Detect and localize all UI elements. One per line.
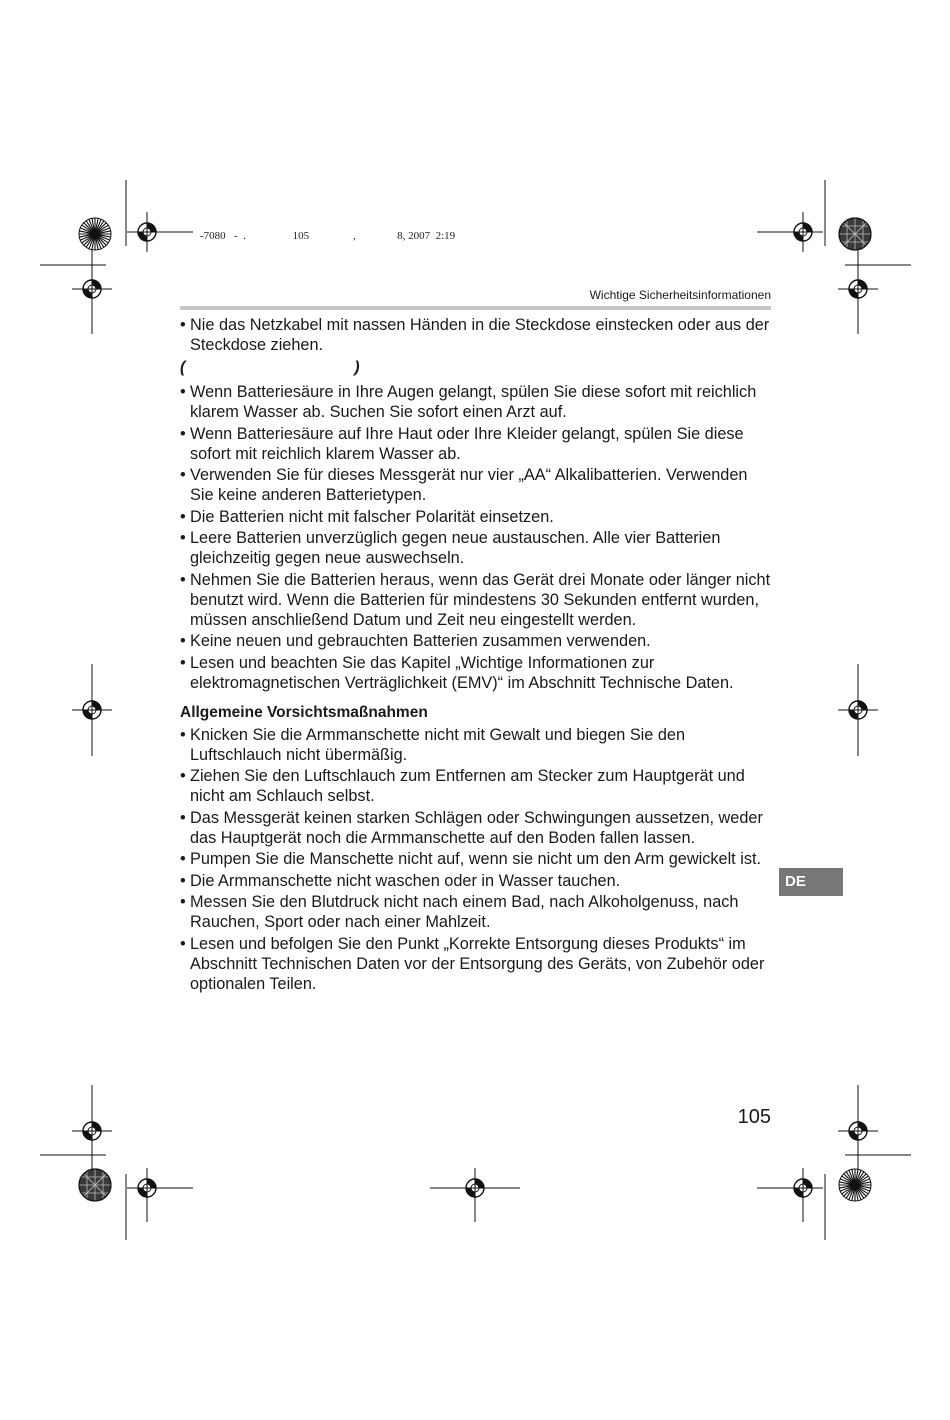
list-item: • Die Batterien nicht mit falscher Polarität einsetzen. (180, 507, 771, 527)
header-rule (180, 306, 771, 310)
list-item: • Keine neuen und gebrauchten Batterien zusammen verwenden. (180, 631, 771, 651)
list-item: • Nehmen Sie die Batterien heraus, wenn das Gerät drei Monate oder länger nicht benutzt wird. Wenn die Batterien für mindestens 30 Sekunden entfernt wurden, müssen anschließend Datum und Zeit neu eingestellt werden. (180, 570, 771, 630)
list-item: • Pumpen Sie die Manschette nicht auf, wenn sie nicht um den Arm gewickelt ist. (180, 849, 771, 869)
list-item: • Knicken Sie die Armmanschette nicht mit Gewalt und biegen Sie den Luftschlauch nicht übermäßig. (180, 725, 771, 765)
section-header: Wichtige Sicherheitsinformationen (589, 288, 771, 302)
list-item: • Messen Sie den Blutdruck nicht nach einem Bad, nach Alkoholgenuss, nach Rauchen, Sport oder nach einer Mahlzeit. (180, 892, 771, 932)
page-number: 105 (737, 1106, 771, 1128)
general-precautions-heading: Allgemeine Vorsichtsmaßnahmen (180, 703, 428, 721)
list-item: • Verwenden Sie für dieses Messgerät nur vier „AA“ Alkalibatterien. Verwenden Sie keine anderen Batterietypen. (180, 465, 771, 505)
print-slug: -7080 - . 105 , 8, 2007 2:19 (200, 230, 456, 242)
battery-list (180, 382, 771, 693)
list-item: • Leere Batterien unverzüglich gegen neue austauschen. Alle vier Batterien gleichzeitig gegen neue auswechseln. (180, 528, 771, 568)
page-content (180, 315, 771, 995)
list-item: • Nie das Netzkabel mit nassen Händen in die Steckdose einstecken oder aus der Steckdose ziehen. (180, 315, 771, 355)
language-tab: DE (779, 868, 843, 896)
list-item: • Die Armmanschette nicht waschen oder in Wasser tauchen. (180, 871, 771, 891)
intro-list (180, 315, 771, 355)
general-list (180, 725, 771, 994)
list-item: • Lesen und beachten Sie das Kapitel „Wichtige Informationen zur elektromagnetischen Verträglichkeit (EMV)“ im Abschnitt Technische Daten. (180, 653, 771, 693)
list-item: • Wenn Batteriesäure in Ihre Augen gelangt, spülen Sie diese sofort mit reichlich klarem Wasser ab. Suchen Sie sofort einen Arzt auf. (180, 382, 771, 422)
list-item: • Lesen und befolgen Sie den Punkt „Korrekte Entsorgung dieses Produkts“ im Abschnitt Technischen Daten vor der Entsorgung des Geräts, von Zubehör oder optionalen Teilen. (180, 934, 771, 994)
list-item: • Ziehen Sie den Luftschlauch zum Entfernen am Stecker zum Hauptgerät und nicht am Schlauch selbst. (180, 766, 771, 806)
list-item: • Wenn Batteriesäure auf Ihre Haut oder Ihre Kleider gelangt, spülen Sie diese sofort mit reichlich klarem Wasser ab. (180, 424, 771, 464)
battery-subheading: ( ) (180, 359, 360, 376)
list-item: • Das Messgerät keinen starken Schlägen oder Schwingungen aussetzen, weder das Hauptgerät noch die Armmanschette auf den Boden fallen lassen. (180, 808, 771, 848)
